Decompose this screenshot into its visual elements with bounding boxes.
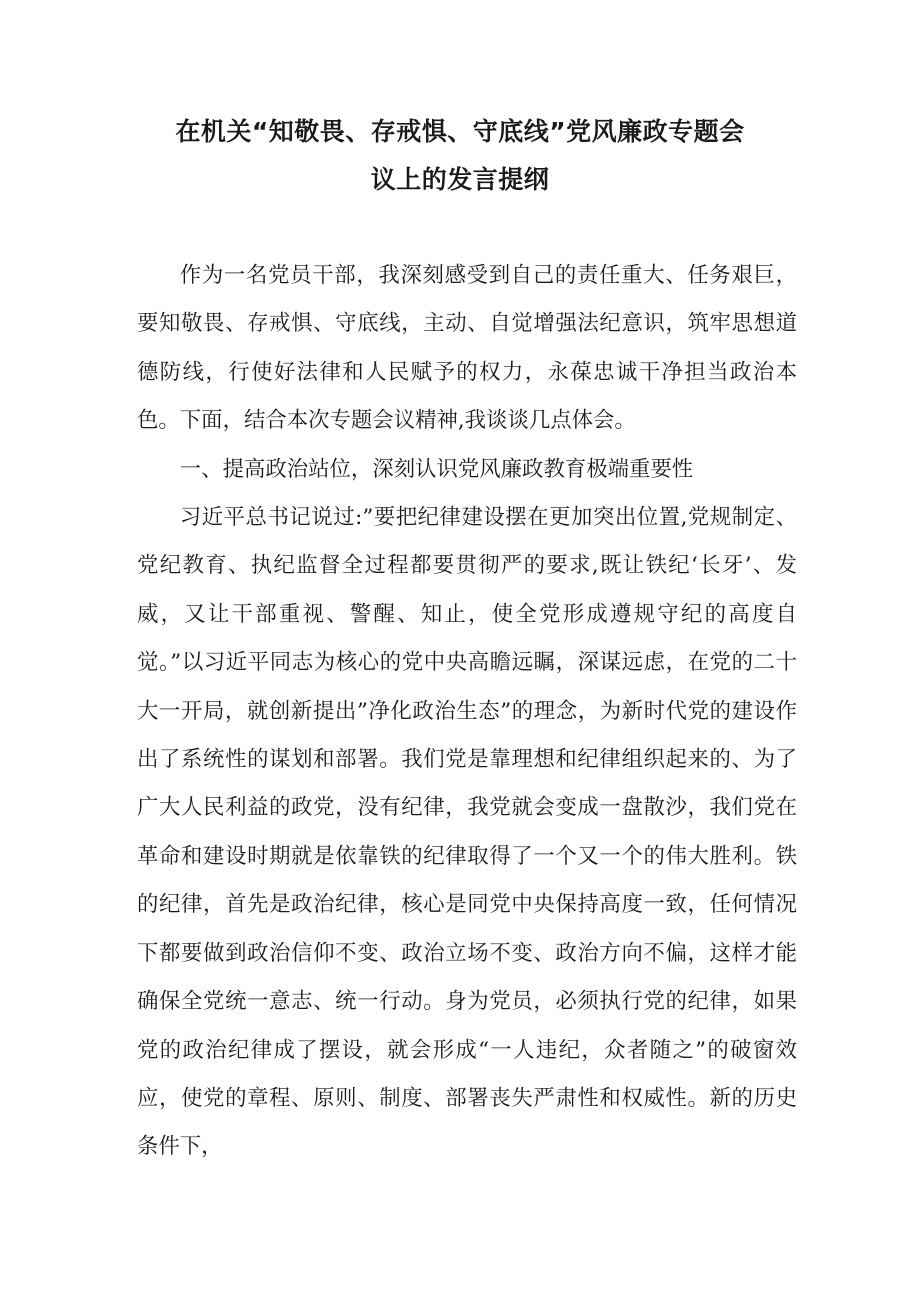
document-title-line-1: 在机关“知敬畏、存戒惧、守底线”党风廉政专题会 [175,117,745,146]
section-heading-1: 一、提高政治站位，深刻认识党风廉政教育极端重要性 [179,456,694,482]
paragraph-section-1: 习近平总书记说过:”要把纪律建设摆在更加突出位置,党规制定、党纪教育、执纪监督全过程都要贯彻严的要求,既让铁纪‘长牙’、发威，又让干部重视、警醒、知止，使全党形成遵规守纪的高度自觉。”以习近平同志为核心的党中央高瞻远瞩，深谋远虑，在党的二十大一开局，就创新提出”净化政治生态”的理念，为新时代党的建设作出了系统性的谋划和部署。我们党是靠理想和纪律组织起来的、为了广大人民利益的政党，没有纪律，我党就会变成一盘散沙，我们党在革命和建设时期就是依靠铁的纪律取得了一个又一个的伟大胜利。铁的纪律，首先是政治纪律，核心是同党中央保持高度一致，任何情况下都要做到政治信仰不变、政治立场不变、政治方向不偏，这样才能确保全党统一意志、统一行动。身为党员，必须执行党的纪律，如果党的政治纪律成了摆设，就会形成“一人违纪，众者随之”的破窗效应，使党的章程、原则、制度、部署丧失严肃性和权威性。新的历史条件下， [137,505,797,1160]
paragraph-intro: 作为一名党员干部，我深刻感受到自己的责任重大、任务艰巨，要知敬畏、存戒惧、守底线，主动、自觉增强法纪意识，筑牢思想道德防线，行使好法律和人民赋予的权力，永葆忠诚干净担当政治本色。下面，结合本次专题会议精神,我谈谈几点体会。 [137,263,797,434]
document-body [137,252,797,1172]
document-title-line-2: 议上的发言提纲 [370,165,550,194]
